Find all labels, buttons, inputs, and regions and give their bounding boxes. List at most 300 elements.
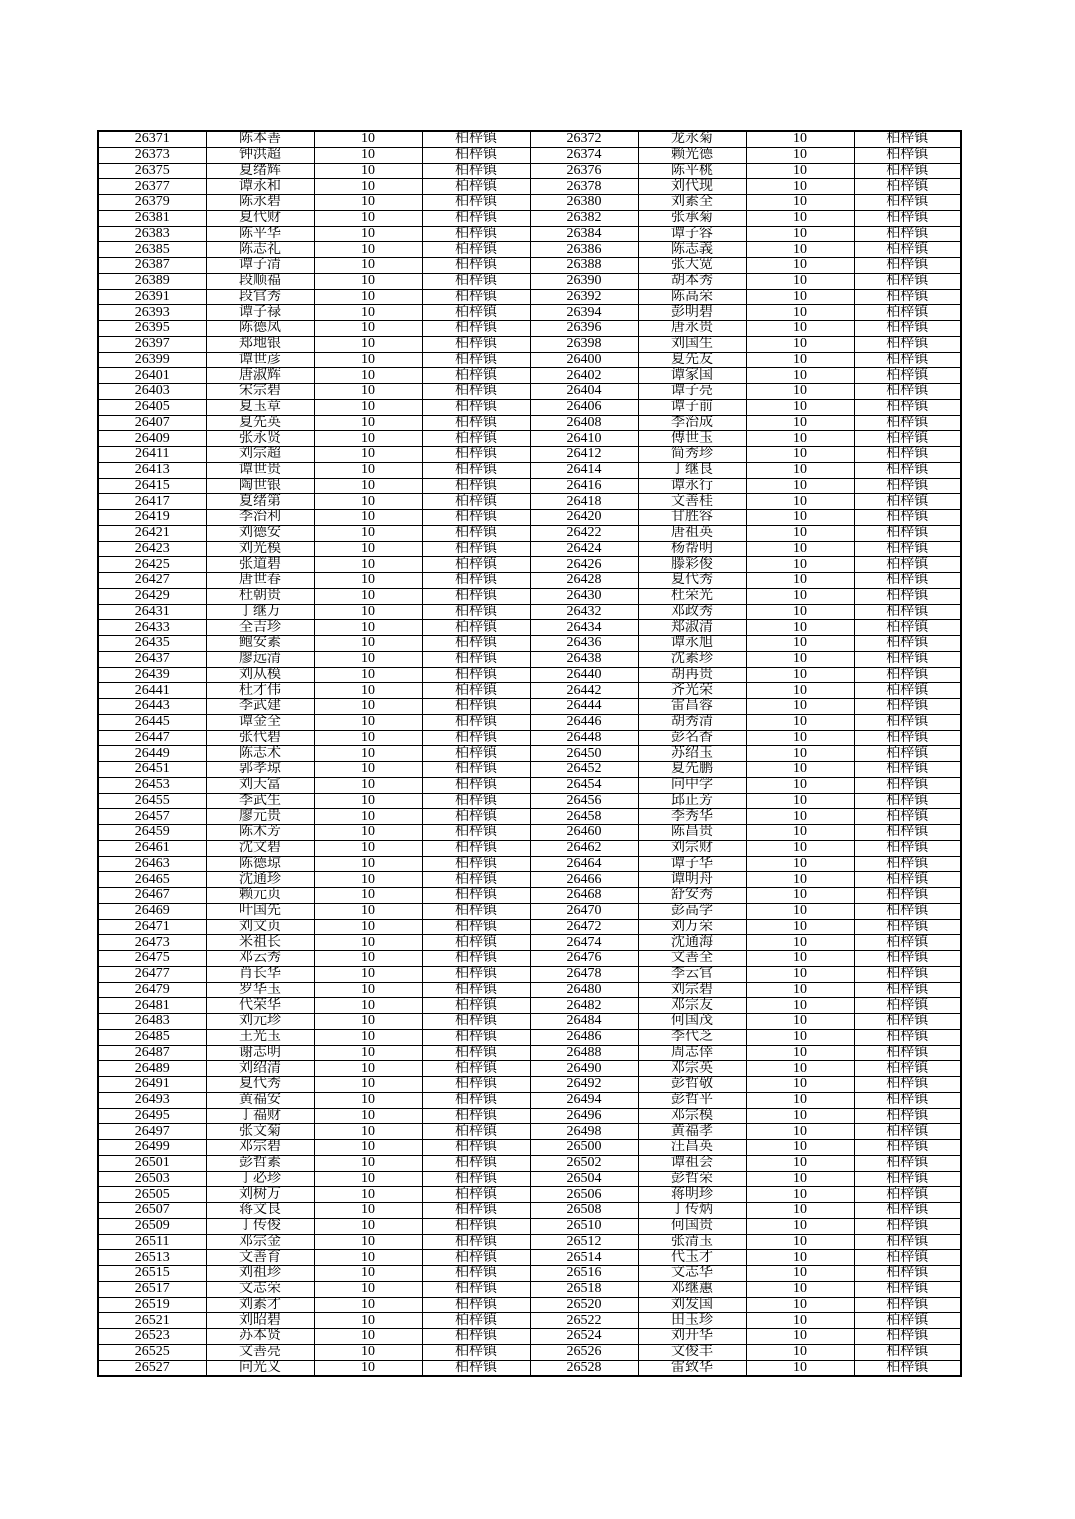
amount-cell: 10 <box>314 1124 422 1140</box>
person-name-cell: 谭子禄 <box>206 305 314 321</box>
town-cell: 柏梓镇 <box>854 1029 961 1045</box>
amount-cell: 10 <box>746 242 854 258</box>
table-row <box>98 336 961 352</box>
record-id-cell: 26437 <box>98 651 206 667</box>
table-row <box>98 1171 961 1187</box>
town-cell: 柏梓镇 <box>854 1045 961 1061</box>
town-cell: 柏梓镇 <box>422 1029 530 1045</box>
person-name-cell: 刘代现 <box>638 179 746 195</box>
person-name-cell: 唐淑辉 <box>206 368 314 384</box>
town-cell: 柏梓镇 <box>422 1218 530 1234</box>
town-cell: 柏梓镇 <box>854 242 961 258</box>
person-name-cell: 宋宗碧 <box>206 384 314 400</box>
amount-cell: 10 <box>314 1029 422 1045</box>
person-name-cell: 刘元珍 <box>206 1014 314 1030</box>
person-name-cell: 舒安秀 <box>638 888 746 904</box>
amount-cell: 10 <box>746 1187 854 1203</box>
amount-cell: 10 <box>314 683 422 699</box>
amount-cell: 10 <box>746 730 854 746</box>
person-name-cell: 刘祖珍 <box>206 1266 314 1282</box>
amount-cell: 10 <box>746 478 854 494</box>
town-cell: 柏梓镇 <box>854 856 961 872</box>
town-cell: 柏梓镇 <box>422 305 530 321</box>
table-row <box>98 557 961 573</box>
record-id-cell: 26424 <box>530 541 638 557</box>
record-id-cell: 26497 <box>98 1124 206 1140</box>
record-id-cell: 26422 <box>530 525 638 541</box>
town-cell: 柏梓镇 <box>422 557 530 573</box>
record-id-cell: 26517 <box>98 1281 206 1297</box>
record-id-cell: 26475 <box>98 951 206 967</box>
person-name-cell: 向光义 <box>206 1360 314 1376</box>
town-cell: 柏梓镇 <box>422 1313 530 1329</box>
town-cell: 柏梓镇 <box>854 982 961 998</box>
person-name-cell: 陈永碧 <box>206 195 314 211</box>
town-cell: 柏梓镇 <box>422 1171 530 1187</box>
person-name-cell: 刘树万 <box>206 1187 314 1203</box>
person-name-cell: 邓宗英 <box>638 1061 746 1077</box>
town-cell: 柏梓镇 <box>422 289 530 305</box>
record-id-cell: 26401 <box>98 368 206 384</box>
record-id-cell: 26375 <box>98 163 206 179</box>
town-cell: 柏梓镇 <box>854 809 961 825</box>
amount-cell: 10 <box>746 872 854 888</box>
town-cell: 柏梓镇 <box>854 919 961 935</box>
town-cell: 柏梓镇 <box>854 1218 961 1234</box>
town-cell: 柏梓镇 <box>854 793 961 809</box>
amount-cell: 10 <box>314 919 422 935</box>
table-row <box>98 399 961 415</box>
record-id-cell: 26377 <box>98 179 206 195</box>
person-name-cell: 谭金全 <box>206 714 314 730</box>
table-row <box>98 1014 961 1030</box>
amount-cell: 10 <box>314 368 422 384</box>
record-id-cell: 26434 <box>530 620 638 636</box>
person-name-cell: 胡再贵 <box>638 667 746 683</box>
person-name-cell: 夏先鹏 <box>638 762 746 778</box>
amount-cell: 10 <box>314 305 422 321</box>
person-name-cell: 邓宗友 <box>638 998 746 1014</box>
table-row <box>98 604 961 620</box>
amount-cell: 10 <box>746 1077 854 1093</box>
record-id-cell: 26420 <box>530 510 638 526</box>
amount-cell: 10 <box>746 1124 854 1140</box>
amount-cell: 10 <box>314 1329 422 1345</box>
record-id-cell: 26378 <box>530 179 638 195</box>
person-name-cell: 胡本秀 <box>638 273 746 289</box>
amount-cell: 10 <box>746 777 854 793</box>
person-name-cell: 何国贵 <box>638 1218 746 1234</box>
amount-cell: 10 <box>746 179 854 195</box>
amount-cell: 10 <box>314 1045 422 1061</box>
table-row <box>98 1218 961 1234</box>
town-cell: 柏梓镇 <box>422 494 530 510</box>
table-row <box>98 510 961 526</box>
amount-cell: 10 <box>746 384 854 400</box>
amount-cell: 10 <box>314 447 422 463</box>
person-name-cell: 李武建 <box>206 699 314 715</box>
town-cell: 柏梓镇 <box>854 1281 961 1297</box>
table-row <box>98 147 961 163</box>
town-cell: 柏梓镇 <box>854 1140 961 1156</box>
table-row <box>98 273 961 289</box>
person-name-cell: 刘发国 <box>638 1297 746 1313</box>
amount-cell: 10 <box>746 1234 854 1250</box>
amount-cell: 10 <box>314 872 422 888</box>
town-cell: 柏梓镇 <box>854 289 961 305</box>
record-id-cell: 26498 <box>530 1124 638 1140</box>
table-row <box>98 1313 961 1329</box>
person-name-cell: 谭明舟 <box>638 872 746 888</box>
person-name-cell: 廖元贵 <box>206 809 314 825</box>
person-name-cell: 叶国先 <box>206 903 314 919</box>
person-name-cell: 谭永和 <box>206 179 314 195</box>
person-name-cell: 胡秀清 <box>638 714 746 730</box>
record-id-cell: 26493 <box>98 1092 206 1108</box>
person-name-cell: 陈昌贵 <box>638 825 746 841</box>
amount-cell: 10 <box>314 903 422 919</box>
amount-cell: 10 <box>746 1297 854 1313</box>
amount-cell: 10 <box>314 856 422 872</box>
table-row <box>98 573 961 589</box>
table-row <box>98 258 961 274</box>
record-id-cell: 26522 <box>530 1313 638 1329</box>
record-id-cell: 26425 <box>98 557 206 573</box>
person-name-cell: 刘天富 <box>206 777 314 793</box>
table-row <box>98 667 961 683</box>
person-name-cell: 夏玉章 <box>206 399 314 415</box>
record-id-cell: 26474 <box>530 935 638 951</box>
person-name-cell: 郭孝琼 <box>206 762 314 778</box>
town-cell: 柏梓镇 <box>422 1092 530 1108</box>
table-row <box>98 462 961 478</box>
record-id-cell: 26433 <box>98 620 206 636</box>
amount-cell: 10 <box>746 273 854 289</box>
amount-cell: 10 <box>746 447 854 463</box>
record-id-cell: 26485 <box>98 1029 206 1045</box>
town-cell: 柏梓镇 <box>854 1014 961 1030</box>
record-id-cell: 26430 <box>530 588 638 604</box>
record-id-cell: 26521 <box>98 1313 206 1329</box>
table-row <box>98 431 961 447</box>
person-name-cell: 何国茂 <box>638 1014 746 1030</box>
person-name-cell: 彭名香 <box>638 730 746 746</box>
town-cell: 柏梓镇 <box>854 336 961 352</box>
person-name-cell: 丁继万 <box>206 604 314 620</box>
town-cell: 柏梓镇 <box>422 903 530 919</box>
amount-cell: 10 <box>746 368 854 384</box>
town-cell: 柏梓镇 <box>422 636 530 652</box>
town-cell: 柏梓镇 <box>422 620 530 636</box>
table-row <box>98 966 961 982</box>
amount-cell: 10 <box>746 636 854 652</box>
record-id-cell: 26473 <box>98 935 206 951</box>
amount-cell: 10 <box>746 714 854 730</box>
amount-cell: 10 <box>314 1203 422 1219</box>
town-cell: 柏梓镇 <box>422 352 530 368</box>
town-cell: 柏梓镇 <box>854 305 961 321</box>
town-cell: 柏梓镇 <box>854 1266 961 1282</box>
amount-cell: 10 <box>746 1250 854 1266</box>
record-id-cell: 26390 <box>530 273 638 289</box>
person-name-cell: 邱正芳 <box>638 793 746 809</box>
amount-cell: 10 <box>746 825 854 841</box>
town-cell: 柏梓镇 <box>854 415 961 431</box>
record-id-cell: 26528 <box>530 1360 638 1376</box>
person-name-cell: 丁传俊 <box>206 1218 314 1234</box>
town-cell: 柏梓镇 <box>422 982 530 998</box>
record-id-cell: 26452 <box>530 762 638 778</box>
amount-cell: 10 <box>746 1329 854 1345</box>
person-name-cell: 刘文贞 <box>206 919 314 935</box>
town-cell: 柏梓镇 <box>422 541 530 557</box>
record-id-cell: 26467 <box>98 888 206 904</box>
record-id-cell: 26384 <box>530 226 638 242</box>
person-name-cell: 郑地银 <box>206 336 314 352</box>
person-name-cell: 陈志术 <box>206 746 314 762</box>
table-row <box>98 131 961 147</box>
amount-cell: 10 <box>314 462 422 478</box>
record-id-cell: 26526 <box>530 1344 638 1360</box>
amount-cell: 10 <box>314 1014 422 1030</box>
record-id-cell: 26415 <box>98 478 206 494</box>
town-cell: 柏梓镇 <box>854 998 961 1014</box>
record-id-cell: 26516 <box>530 1266 638 1282</box>
town-cell: 柏梓镇 <box>422 415 530 431</box>
record-id-cell: 26488 <box>530 1045 638 1061</box>
person-name-cell: 彭哲素 <box>206 1155 314 1171</box>
amount-cell: 10 <box>314 1187 422 1203</box>
amount-cell: 10 <box>746 998 854 1014</box>
table-row <box>98 163 961 179</box>
town-cell: 柏梓镇 <box>854 746 961 762</box>
person-name-cell: 沈素珍 <box>638 651 746 667</box>
record-id-cell: 26428 <box>530 573 638 589</box>
town-cell: 柏梓镇 <box>422 510 530 526</box>
table-row <box>98 1266 961 1282</box>
table-row <box>98 1187 961 1203</box>
person-name-cell: 邓宗金 <box>206 1234 314 1250</box>
record-id-cell: 26381 <box>98 210 206 226</box>
amount-cell: 10 <box>314 399 422 415</box>
amount-cell: 10 <box>314 651 422 667</box>
table-row <box>98 478 961 494</box>
person-name-cell: 谭子容 <box>638 226 746 242</box>
record-id-cell: 26389 <box>98 273 206 289</box>
person-name-cell: 李云官 <box>638 966 746 982</box>
person-name-cell: 段顺福 <box>206 273 314 289</box>
record-id-cell: 26471 <box>98 919 206 935</box>
table-row <box>98 714 961 730</box>
amount-cell: 10 <box>746 210 854 226</box>
town-cell: 柏梓镇 <box>854 384 961 400</box>
record-id-cell: 26468 <box>530 888 638 904</box>
record-id-cell: 26487 <box>98 1045 206 1061</box>
record-id-cell: 26461 <box>98 840 206 856</box>
record-id-cell: 26456 <box>530 793 638 809</box>
town-cell: 柏梓镇 <box>422 1155 530 1171</box>
record-id-cell: 26512 <box>530 1234 638 1250</box>
record-id-cell: 26446 <box>530 714 638 730</box>
record-id-cell: 26417 <box>98 494 206 510</box>
town-cell: 柏梓镇 <box>854 462 961 478</box>
record-id-cell: 26466 <box>530 872 638 888</box>
amount-cell: 10 <box>314 147 422 163</box>
table-row <box>98 825 961 841</box>
person-name-cell: 谢志明 <box>206 1045 314 1061</box>
record-id-cell: 26509 <box>98 1218 206 1234</box>
record-id-cell: 26472 <box>530 919 638 935</box>
table-row <box>98 903 961 919</box>
person-name-cell: 龙永菊 <box>638 131 746 147</box>
town-cell: 柏梓镇 <box>422 1344 530 1360</box>
town-cell: 柏梓镇 <box>422 1297 530 1313</box>
table-row <box>98 384 961 400</box>
person-name-cell: 甘胜容 <box>638 510 746 526</box>
town-cell: 柏梓镇 <box>854 777 961 793</box>
table-row <box>98 1077 961 1093</box>
town-cell: 柏梓镇 <box>854 762 961 778</box>
table-row <box>98 289 961 305</box>
amount-cell: 10 <box>746 1281 854 1297</box>
amount-cell: 10 <box>314 1077 422 1093</box>
town-cell: 柏梓镇 <box>422 683 530 699</box>
town-cell: 柏梓镇 <box>854 588 961 604</box>
person-name-cell: 杜荣光 <box>638 588 746 604</box>
amount-cell: 10 <box>746 919 854 935</box>
record-id-cell: 26372 <box>530 131 638 147</box>
amount-cell: 10 <box>314 273 422 289</box>
person-name-cell: 夏先英 <box>206 415 314 431</box>
person-name-cell: 唐世春 <box>206 573 314 589</box>
town-cell: 柏梓镇 <box>422 447 530 463</box>
amount-cell: 10 <box>314 352 422 368</box>
table-row <box>98 541 961 557</box>
town-cell: 柏梓镇 <box>854 667 961 683</box>
amount-cell: 10 <box>314 336 422 352</box>
table-row <box>98 195 961 211</box>
amount-cell: 10 <box>746 415 854 431</box>
amount-cell: 10 <box>746 604 854 620</box>
amount-cell: 10 <box>314 998 422 1014</box>
amount-cell: 10 <box>746 1108 854 1124</box>
town-cell: 柏梓镇 <box>422 919 530 935</box>
town-cell: 柏梓镇 <box>422 1014 530 1030</box>
person-name-cell: 文善桂 <box>638 494 746 510</box>
amount-cell: 10 <box>314 1171 422 1187</box>
amount-cell: 10 <box>746 510 854 526</box>
record-id-cell: 26404 <box>530 384 638 400</box>
person-name-cell: 廖远清 <box>206 651 314 667</box>
record-id-cell: 26426 <box>530 557 638 573</box>
record-id-cell: 26440 <box>530 667 638 683</box>
town-cell: 柏梓镇 <box>854 1297 961 1313</box>
amount-cell: 10 <box>746 903 854 919</box>
record-id-cell: 26410 <box>530 431 638 447</box>
amount-cell: 10 <box>314 258 422 274</box>
amount-cell: 10 <box>746 966 854 982</box>
table-row <box>98 777 961 793</box>
amount-cell: 10 <box>314 525 422 541</box>
record-id-cell: 26525 <box>98 1344 206 1360</box>
person-name-cell: 谭永旭 <box>638 636 746 652</box>
amount-cell: 10 <box>746 1140 854 1156</box>
record-id-cell: 26478 <box>530 966 638 982</box>
town-cell: 柏梓镇 <box>854 321 961 337</box>
person-name-cell: 彭高学 <box>638 903 746 919</box>
amount-cell: 10 <box>746 982 854 998</box>
person-name-cell: 陶世银 <box>206 478 314 494</box>
town-cell: 柏梓镇 <box>422 1124 530 1140</box>
person-name-cell: 刘昭碧 <box>206 1313 314 1329</box>
record-id-cell: 26431 <box>98 604 206 620</box>
table-row <box>98 746 961 762</box>
person-name-cell: 鲍安素 <box>206 636 314 652</box>
town-cell: 柏梓镇 <box>422 825 530 841</box>
town-cell: 柏梓镇 <box>854 1092 961 1108</box>
town-cell: 柏梓镇 <box>422 777 530 793</box>
town-cell: 柏梓镇 <box>854 1124 961 1140</box>
town-cell: 柏梓镇 <box>854 951 961 967</box>
record-id-cell: 26374 <box>530 147 638 163</box>
record-id-cell: 26400 <box>530 352 638 368</box>
record-id-cell: 26482 <box>530 998 638 1014</box>
amount-cell: 10 <box>314 1061 422 1077</box>
record-id-cell: 26500 <box>530 1140 638 1156</box>
record-id-cell: 26508 <box>530 1203 638 1219</box>
person-name-cell: 沈文碧 <box>206 840 314 856</box>
person-name-cell: 邓云秀 <box>206 951 314 967</box>
record-id-cell: 26511 <box>98 1234 206 1250</box>
person-name-cell: 陈本善 <box>206 131 314 147</box>
record-id-cell: 26387 <box>98 258 206 274</box>
table-row <box>98 242 961 258</box>
amount-cell: 10 <box>746 258 854 274</box>
town-cell: 柏梓镇 <box>854 620 961 636</box>
person-name-cell: 唐祖英 <box>638 525 746 541</box>
town-cell: 柏梓镇 <box>854 541 961 557</box>
table-row <box>98 588 961 604</box>
person-name-cell: 邓继蕙 <box>638 1281 746 1297</box>
town-cell: 柏梓镇 <box>422 699 530 715</box>
person-name-cell: 刘德安 <box>206 525 314 541</box>
person-name-cell: 夏代财 <box>206 210 314 226</box>
town-cell: 柏梓镇 <box>422 1250 530 1266</box>
record-id-cell: 26479 <box>98 982 206 998</box>
person-name-cell: 谭子清 <box>206 258 314 274</box>
amount-cell: 10 <box>314 1250 422 1266</box>
town-cell: 柏梓镇 <box>422 714 530 730</box>
record-id-cell: 26405 <box>98 399 206 415</box>
town-cell: 柏梓镇 <box>422 462 530 478</box>
person-name-cell: 谭世彦 <box>206 352 314 368</box>
table-row <box>98 856 961 872</box>
town-cell: 柏梓镇 <box>854 1329 961 1345</box>
town-cell: 柏梓镇 <box>422 226 530 242</box>
person-name-cell: 田玉珍 <box>638 1313 746 1329</box>
record-id-cell: 26397 <box>98 336 206 352</box>
record-id-cell: 26496 <box>530 1108 638 1124</box>
person-name-cell: 黄福孝 <box>638 1124 746 1140</box>
person-name-cell: 文善育 <box>206 1250 314 1266</box>
person-name-cell: 雷致华 <box>638 1360 746 1376</box>
town-cell: 柏梓镇 <box>422 667 530 683</box>
record-id-cell: 26469 <box>98 903 206 919</box>
table-row <box>98 1155 961 1171</box>
record-id-cell: 26447 <box>98 730 206 746</box>
person-name-cell: 夏代秀 <box>206 1077 314 1093</box>
amount-cell: 10 <box>746 352 854 368</box>
